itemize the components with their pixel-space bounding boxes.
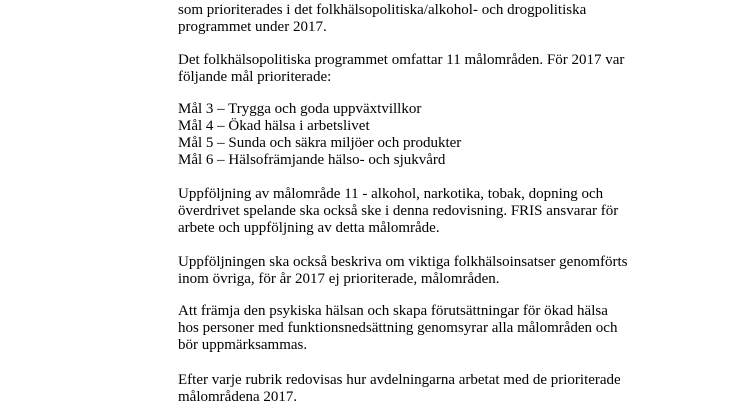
- text-line: överdrivet spelande ska också ske i denna redovisning. FRIS ansvarar för: [178, 203, 619, 219]
- text-line: arbete och uppföljning av detta målområde.: [178, 220, 440, 236]
- text-line: programmet under 2017.: [178, 19, 327, 35]
- text-line: Efter varje rubrik redovisas hur avdelningarna arbetat med de prioriterade: [178, 372, 621, 388]
- intro-paragraph: [178, 2, 648, 36]
- text-line: målområdena 2017.: [178, 389, 298, 405]
- text-line: Uppföljning av målområde 11 - alkohol, narkotika, tobak, dopning och: [178, 186, 604, 202]
- text-line: Att främja den psykiska hälsan och skapa förutsättningar för ökad hälsa: [178, 303, 608, 319]
- goal-item: Mål 5 – Sunda och säkra miljöer och produkter: [178, 135, 462, 151]
- goal-item: Mål 4 – Ökad hälsa i arbetslivet: [178, 118, 370, 134]
- text-line: som prioriterades i det folkhälsopolitiska/alkohol- och drogpolitiska: [178, 2, 587, 18]
- closing-paragraph: [178, 372, 648, 406]
- program-paragraph: [178, 52, 648, 86]
- goal-item: Mål 3 – Trygga och goda uppväxtvillkor: [178, 101, 422, 117]
- followup-area-11-paragraph: [178, 186, 648, 237]
- text-line: följande mål prioriterade:: [178, 69, 332, 85]
- goals-list: [178, 101, 648, 169]
- text-line: bör uppmärksammas.: [178, 337, 308, 353]
- text-line: Det folkhälsopolitiska programmet omfattar 11 målområden. För 2017 var: [178, 52, 625, 68]
- followup-other-areas-paragraph: [178, 254, 648, 288]
- mental-health-paragraph: [178, 303, 648, 354]
- text-line: Uppföljningen ska också beskriva om viktiga folkhälsoinsatser genomförts: [178, 254, 628, 270]
- goal-item: Mål 6 – Hälsofrämjande hälso- och sjukvård: [178, 152, 446, 168]
- text-line: hos personer med funktionsnedsättning genomsyrar alla målområden och: [178, 320, 618, 336]
- text-line: inom övriga, för år 2017 ej prioriterade, målområden.: [178, 271, 500, 287]
